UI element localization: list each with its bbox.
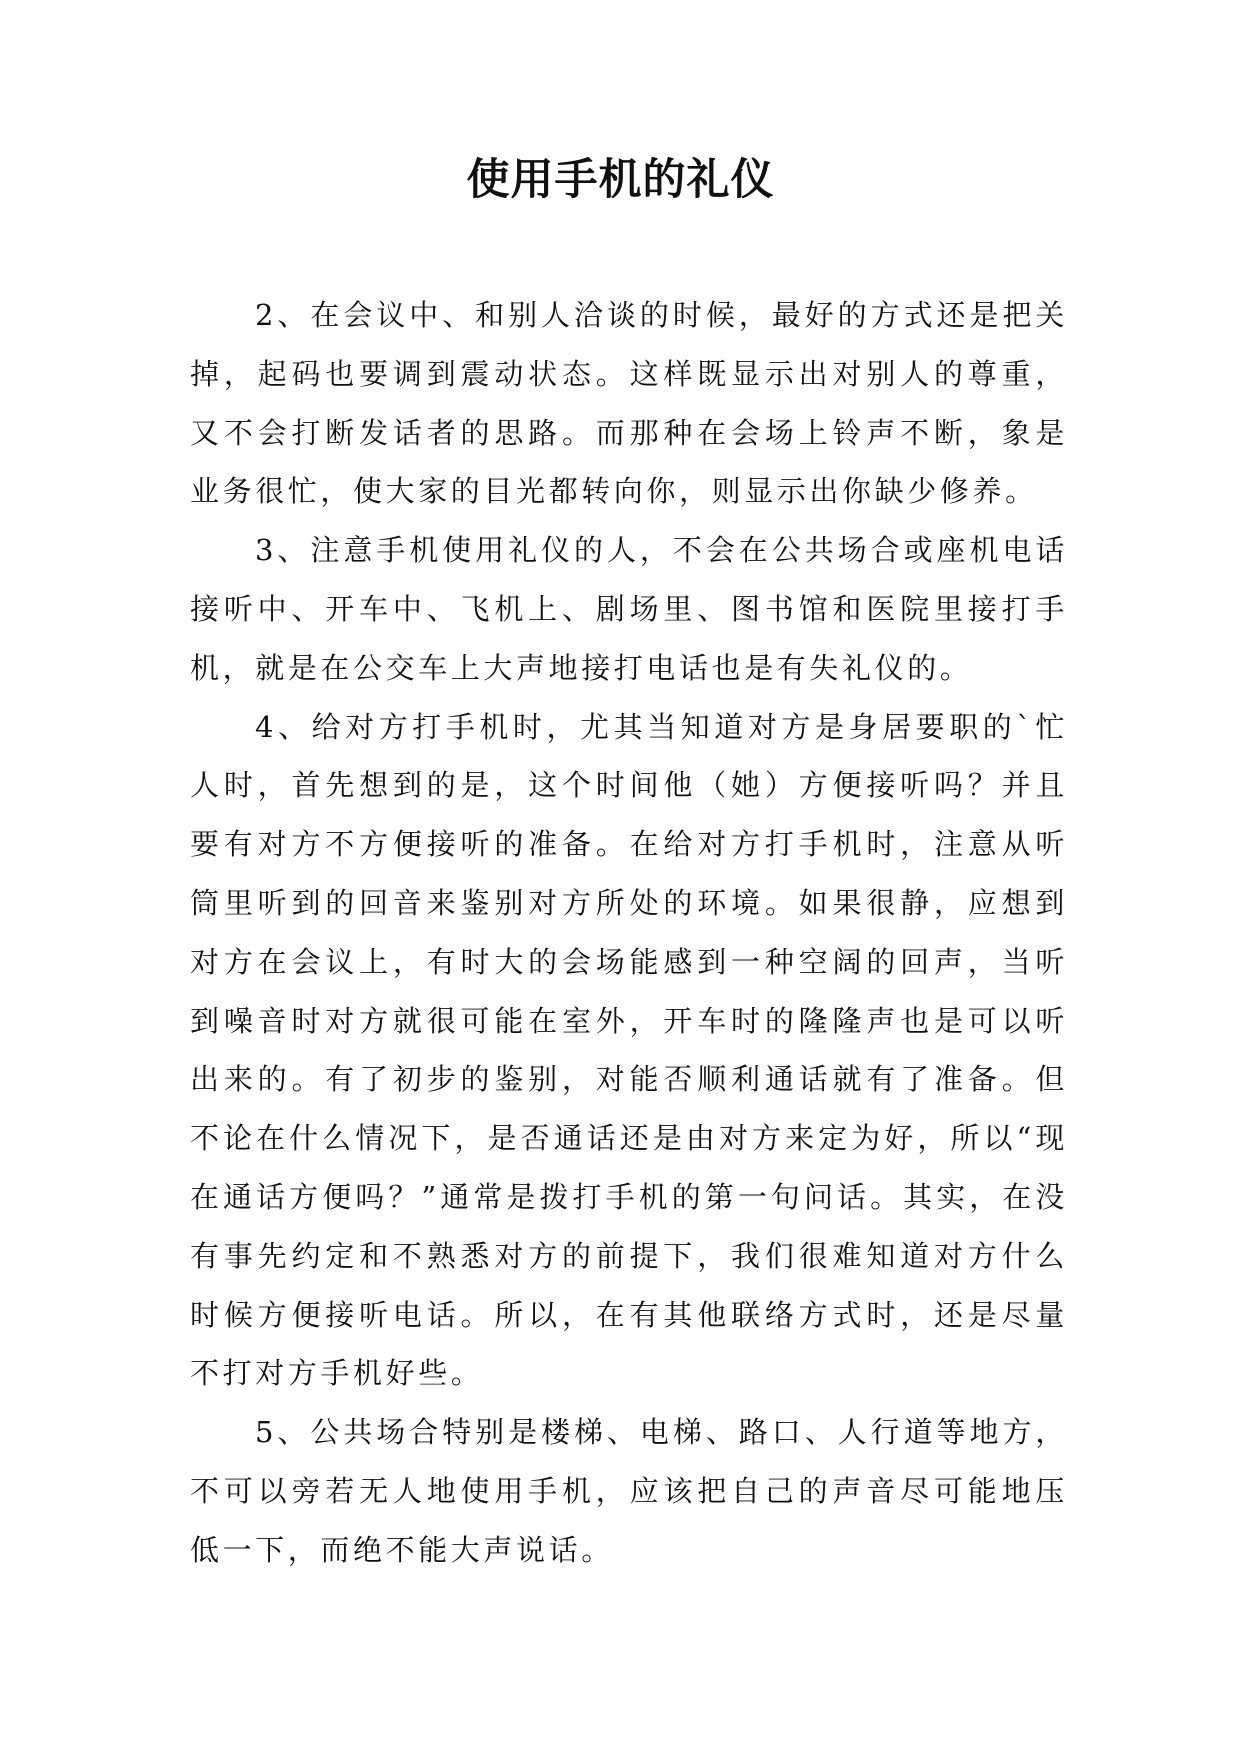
page-title: 使用手机的礼仪 [466, 155, 775, 205]
document-body [190, 286, 1068, 1580]
paragraph-4: 4、给对方打手机时，尤其当知道对方是身居要职的`忙人时，首先想到的是，这个时间他（她）方便接听吗？并且要有对方不方便接听的准备。在给对方打手机时，注意从听筒里听到的回音来鉴别对方所处的环境。如果很静，应想到对方在会议上，有时大的会场能感到一种空阔的回声，当听到噪音时对方就很可能在室外，开车时的隆隆声也是可以听出来的。有了初步的鉴别，对能否顺利通话就有了准备。但不论在什么情况下，是否通话还是由对方来定为好，所以“现在通话方便吗？”通常是拨打手机的第一句问话。其实，在没有事先约定和不熟悉对方的前提下，我们很难知道对方什么时候方便接听电话。所以，在有其他联络方式时，还是尽量不打对方手机好些。 [190, 709, 1068, 1391]
paragraph-3: 3、注意手机使用礼仪的人，不会在公共场合或座机电话接听中、开车中、飞机上、剧场里、图书馆和医院里接打手机，就是在公交车上大声地接打电话也是有失礼仪的。 [190, 533, 1068, 685]
paragraph-5: 5、公共场合特别是楼梯、电梯、路口、人行道等地方，不可以旁若无人地使用手机，应该把自己的声音尽可能地压低一下，而绝不能大声说话。 [190, 1415, 1068, 1567]
paragraph-2: 2、在会议中、和别人洽谈的时候，最好的方式还是把关掉，起码也要调到震动状态。这样既显示出对别人的尊重，又不会打断发话者的思路。而那种在会场上铃声不断，象是业务很忙，使大家的目光都转向你，则显示出你缺少修养。 [190, 298, 1068, 509]
